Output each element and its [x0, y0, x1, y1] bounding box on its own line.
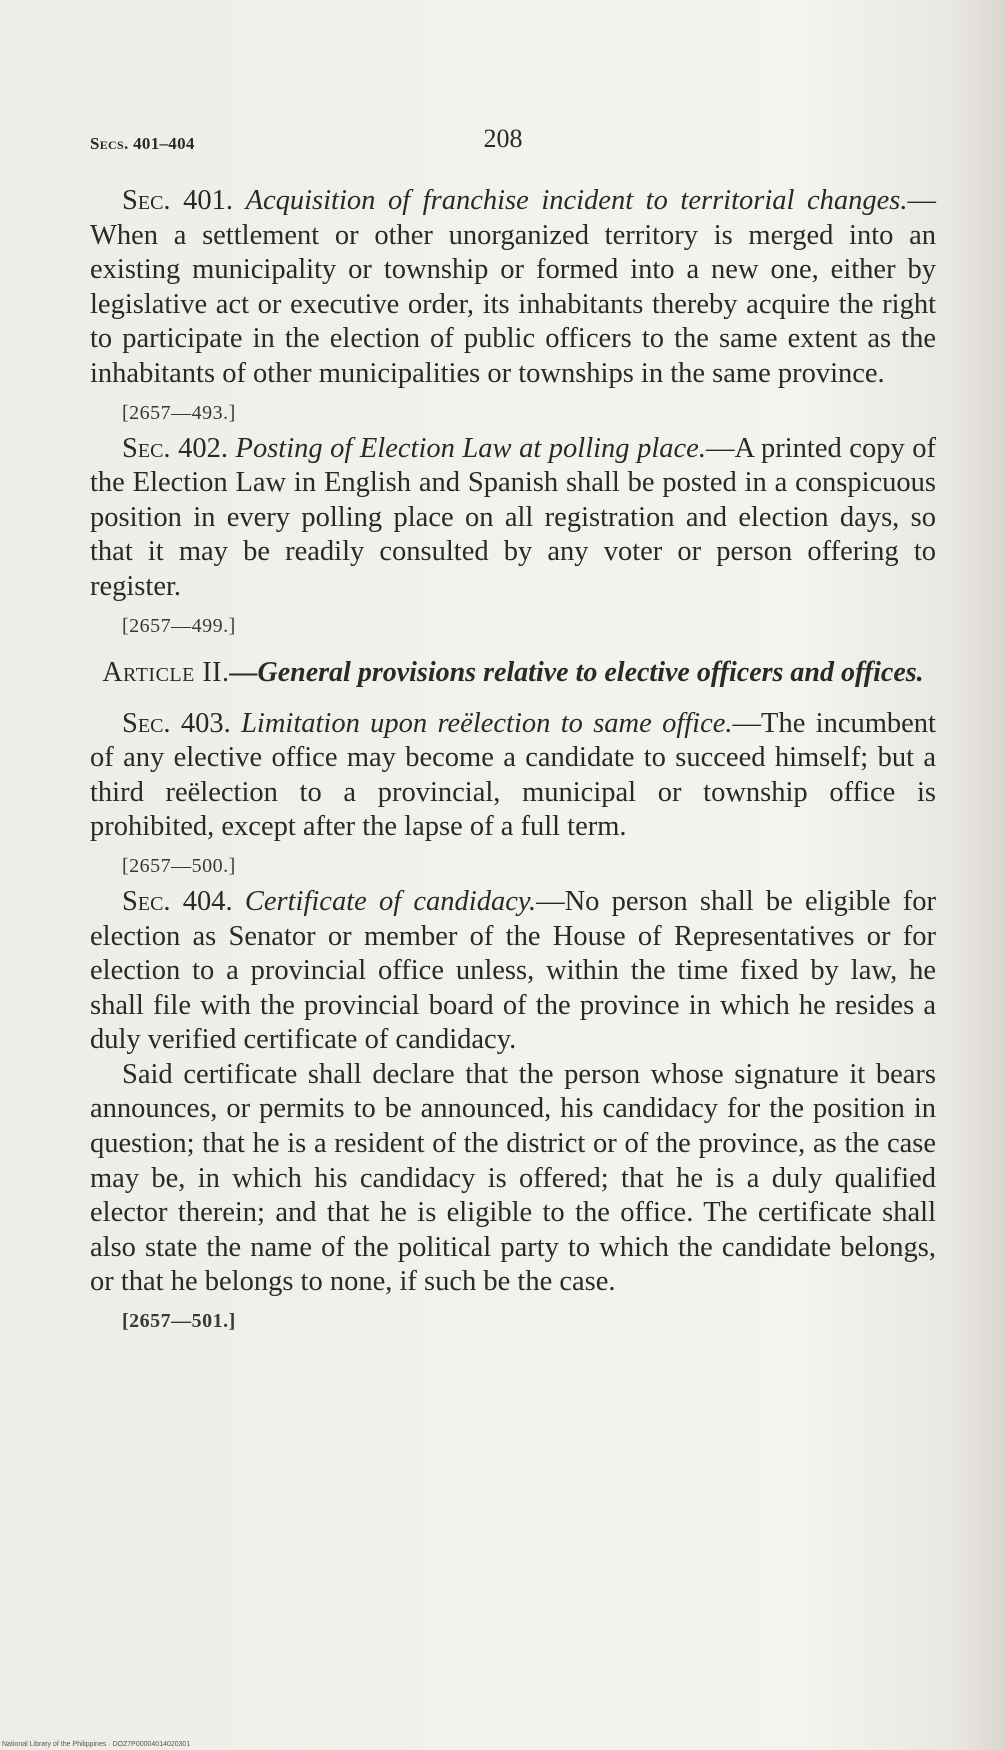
- article-label: Article II.: [102, 656, 230, 688]
- section-title: Limitation upon reëlection to same office.: [241, 707, 733, 739]
- section-text: —The incumbent of any elective office may become a candidate to succeed himself; but a third reëlection to a provincial, municipal or township office is prohibited, except after the lapse of a full term.: [90, 707, 936, 843]
- section-text: —A printed copy of the Election Law in English and Spanish shall be posted in a conspicuous position in every polling place on all registration and election days, so that it may be readily consulted by any voter or person offering to register.: [90, 432, 936, 602]
- section-range-heading: Secs. 401–404: [90, 134, 195, 153]
- document-body: [90, 184, 936, 1340]
- section-text: —When a settlement or other unorganized territory is merged into an existing municipality or township or formed into a new one, either by legislative act or executive order, its inhabitants thereby acquire the right to participate in the election of public officers to the same extent as the inhabitants of other municipalities or townships in the same province.: [90, 185, 937, 389]
- section-404: [90, 885, 936, 1058]
- section-title: Acquisition of franchise incident to territorial changes.: [245, 185, 908, 216]
- section-label: Sec. 402.: [122, 432, 228, 464]
- section-403: [90, 707, 936, 845]
- section-label: Sec. 403.: [122, 707, 231, 739]
- section-title: Certificate of candidacy.: [244, 885, 537, 917]
- section-text: —No person shall be eligible for election as Senator or member of the House of Representatives or for election to a provincial office unless, within the time fixed by law, he shall file with the provincial board of the province in which he resides a duly verified certificate of candidacy.: [90, 885, 936, 1056]
- source-reference: [2657—501.]: [122, 1310, 236, 1333]
- source-reference: [2657—499.]: [122, 614, 236, 637]
- section-title: Posting of Election Law at polling place.: [235, 432, 706, 464]
- section-label: Sec. 401.: [122, 185, 233, 216]
- scan-credit: National Library of the Philippines · DOZ7P00004014020301: [2, 1741, 191, 1748]
- section-402: [90, 432, 936, 605]
- running-head: [90, 124, 916, 160]
- page-number: 208: [483, 124, 523, 153]
- section-label: Sec. 404.: [122, 885, 233, 917]
- article-heading: [90, 657, 936, 689]
- article-title: —General provisions relative to elective officers and offices.: [229, 656, 924, 688]
- source-reference: [2657—493.]: [122, 401, 236, 424]
- source-reference: [2657—500.]: [122, 854, 236, 877]
- section-401: [90, 184, 936, 392]
- section-404-paragraph-2: Said certificate shall declare that the person whose signature it bears announces, or permits to be announced, his candidacy for the position in question; that he is a resident of the district or of the province, as the case may be, in which his candidacy is offered; that he is a duly qualified elector therein; and that he is eligible to the office. The certificate shall also state the name of the political party to which the candidate belongs, or that he belongs to none, if such be the case.: [90, 1058, 936, 1298]
